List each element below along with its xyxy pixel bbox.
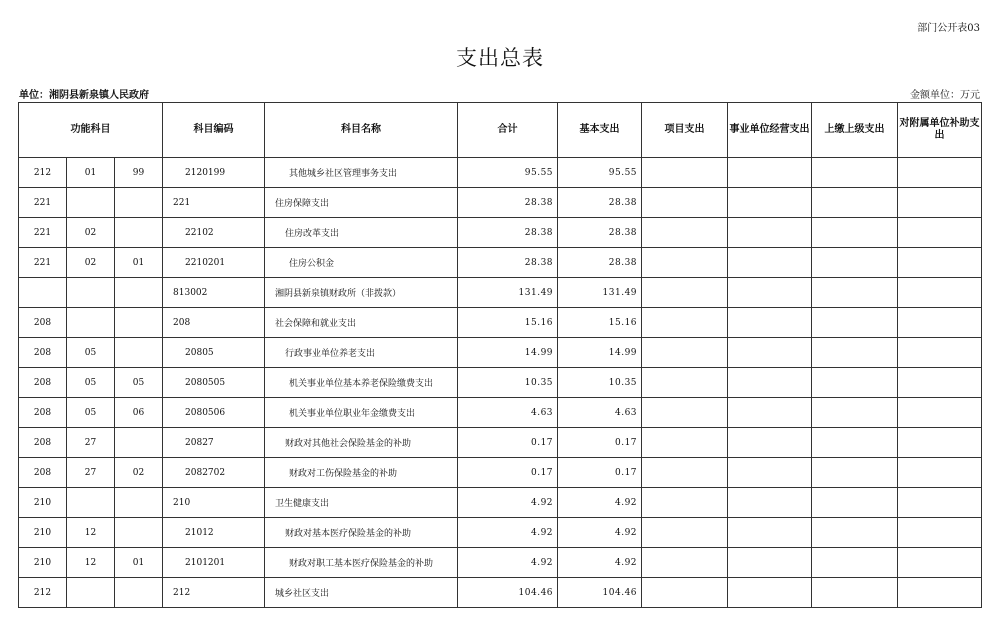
header-subsidy: 对附属单位补助支出 — [898, 103, 982, 158]
func-section-cell: 05 — [67, 368, 115, 398]
header-basic: 基本支出 — [558, 103, 642, 158]
subject-name-cell: 财政对职工基本医疗保险基金的补助 — [265, 548, 458, 578]
unit-label: 单位：湘阴县新泉镇人民政府 — [19, 90, 149, 101]
func-class-cell: 210 — [19, 548, 67, 578]
business-cell — [728, 278, 812, 308]
func-class-cell: 221 — [19, 188, 67, 218]
func-section-cell: 27 — [67, 428, 115, 458]
func-item-cell — [115, 218, 163, 248]
subject-code-cell: 2120199 — [163, 158, 265, 188]
table-row — [19, 578, 982, 608]
header-func-subject: 功能科目 — [19, 103, 163, 158]
basic-cell: 4.92 — [558, 548, 642, 578]
func-item-cell — [115, 428, 163, 458]
func-class-cell: 212 — [19, 158, 67, 188]
project-cell — [642, 308, 728, 338]
upper-cell — [812, 458, 898, 488]
table-row — [19, 458, 982, 488]
subject-name-cell: 住房公积金 — [265, 248, 458, 278]
business-cell — [728, 248, 812, 278]
total-cell: 28.38 — [458, 188, 558, 218]
basic-cell: 10.35 — [558, 368, 642, 398]
project-cell — [642, 248, 728, 278]
subject-name-cell: 机关事业单位职业年金缴费支出 — [265, 398, 458, 428]
upper-cell — [812, 188, 898, 218]
func-item-cell: 99 — [115, 158, 163, 188]
subject-code-cell: 2082702 — [163, 458, 265, 488]
table-row — [19, 188, 982, 218]
form-number: 部门公开表03 — [917, 23, 980, 34]
subject-code-cell: 2210201 — [163, 248, 265, 278]
subsidy-cell — [898, 338, 982, 368]
upper-cell — [812, 308, 898, 338]
business-cell — [728, 518, 812, 548]
project-cell — [642, 158, 728, 188]
upper-cell — [812, 518, 898, 548]
func-class-cell: 212 — [19, 578, 67, 608]
business-cell — [728, 578, 812, 608]
subject-code-cell: 20805 — [163, 338, 265, 368]
subsidy-cell — [898, 398, 982, 428]
table-body — [19, 158, 982, 608]
basic-cell: 15.16 — [558, 308, 642, 338]
func-item-cell — [115, 338, 163, 368]
upper-cell — [812, 578, 898, 608]
project-cell — [642, 368, 728, 398]
func-class-cell: 221 — [19, 248, 67, 278]
subject-code-cell: 2101201 — [163, 548, 265, 578]
project-cell — [642, 218, 728, 248]
func-item-cell — [115, 308, 163, 338]
func-class-cell: 208 — [19, 398, 67, 428]
basic-cell: 0.17 — [558, 428, 642, 458]
func-item-cell: 05 — [115, 368, 163, 398]
func-item-cell: 02 — [115, 458, 163, 488]
project-cell — [642, 338, 728, 368]
subject-code-cell: 2080506 — [163, 398, 265, 428]
project-cell — [642, 578, 728, 608]
subsidy-cell — [898, 188, 982, 218]
subject-name-cell: 卫生健康支出 — [265, 488, 458, 518]
total-cell: 0.17 — [458, 458, 558, 488]
func-section-cell — [67, 488, 115, 518]
subject-code-cell: 813002 — [163, 278, 265, 308]
business-cell — [728, 338, 812, 368]
table-row — [19, 548, 982, 578]
business-cell — [728, 218, 812, 248]
subject-name-cell: 湘阴县新泉镇财政所（非拨款） — [265, 278, 458, 308]
total-cell: 4.92 — [458, 518, 558, 548]
func-item-cell: 01 — [115, 548, 163, 578]
func-class-cell: 208 — [19, 458, 67, 488]
func-class-cell — [19, 278, 67, 308]
business-cell — [728, 428, 812, 458]
total-cell: 4.92 — [458, 548, 558, 578]
subject-code-cell: 221 — [163, 188, 265, 218]
total-cell: 95.55 — [458, 158, 558, 188]
table-row — [19, 368, 982, 398]
table-header-row — [19, 103, 982, 158]
subject-name-cell: 社会保障和就业支出 — [265, 308, 458, 338]
project-cell — [642, 428, 728, 458]
page-title: 支出总表 — [456, 46, 544, 70]
func-item-cell — [115, 518, 163, 548]
total-cell: 28.38 — [458, 248, 558, 278]
upper-cell — [812, 488, 898, 518]
table-row — [19, 488, 982, 518]
func-section-cell — [67, 308, 115, 338]
basic-cell: 131.49 — [558, 278, 642, 308]
basic-cell: 0.17 — [558, 458, 642, 488]
func-class-cell: 208 — [19, 428, 67, 458]
basic-cell: 104.46 — [558, 578, 642, 608]
basic-cell: 28.38 — [558, 218, 642, 248]
total-cell: 0.17 — [458, 428, 558, 458]
subsidy-cell — [898, 518, 982, 548]
upper-cell — [812, 278, 898, 308]
upper-cell — [812, 248, 898, 278]
business-cell — [728, 488, 812, 518]
func-section-cell: 01 — [67, 158, 115, 188]
project-cell — [642, 188, 728, 218]
func-item-cell — [115, 278, 163, 308]
total-cell: 15.16 — [458, 308, 558, 338]
func-section-cell: 05 — [67, 338, 115, 368]
func-section-cell: 05 — [67, 398, 115, 428]
subject-name-cell: 城乡社区支出 — [265, 578, 458, 608]
func-section-cell — [67, 188, 115, 218]
project-cell — [642, 278, 728, 308]
subject-code-cell: 22102 — [163, 218, 265, 248]
header-subject-code: 科目编码 — [163, 103, 265, 158]
subject-code-cell: 208 — [163, 308, 265, 338]
header-total: 合计 — [458, 103, 558, 158]
table-row — [19, 338, 982, 368]
subject-name-cell: 财政对工伤保险基金的补助 — [265, 458, 458, 488]
total-cell: 104.46 — [458, 578, 558, 608]
subject-code-cell: 20827 — [163, 428, 265, 458]
basic-cell: 4.92 — [558, 488, 642, 518]
table-row — [19, 428, 982, 458]
subject-name-cell: 机关事业单位基本养老保险缴费支出 — [265, 368, 458, 398]
subsidy-cell — [898, 548, 982, 578]
subject-code-cell: 2080505 — [163, 368, 265, 398]
func-class-cell: 210 — [19, 518, 67, 548]
basic-cell: 14.99 — [558, 338, 642, 368]
project-cell — [642, 488, 728, 518]
basic-cell: 4.63 — [558, 398, 642, 428]
upper-cell — [812, 398, 898, 428]
subsidy-cell — [898, 308, 982, 338]
func-class-cell: 221 — [19, 218, 67, 248]
business-cell — [728, 398, 812, 428]
total-cell: 10.35 — [458, 368, 558, 398]
subject-code-cell: 212 — [163, 578, 265, 608]
basic-cell: 28.38 — [558, 248, 642, 278]
total-cell: 4.92 — [458, 488, 558, 518]
upper-cell — [812, 548, 898, 578]
subject-name-cell: 财政对其他社会保险基金的补助 — [265, 428, 458, 458]
subject-code-cell: 210 — [163, 488, 265, 518]
func-item-cell — [115, 488, 163, 518]
table-row — [19, 218, 982, 248]
subsidy-cell — [898, 248, 982, 278]
basic-cell: 4.92 — [558, 518, 642, 548]
project-cell — [642, 548, 728, 578]
subsidy-cell — [898, 218, 982, 248]
func-class-cell: 208 — [19, 308, 67, 338]
upper-cell — [812, 368, 898, 398]
table-row — [19, 518, 982, 548]
upper-cell — [812, 158, 898, 188]
func-item-cell — [115, 188, 163, 218]
func-class-cell: 208 — [19, 368, 67, 398]
total-cell: 14.99 — [458, 338, 558, 368]
header-upper: 上缴上级支出 — [812, 103, 898, 158]
subsidy-cell — [898, 158, 982, 188]
func-section-cell: 02 — [67, 248, 115, 278]
func-item-cell: 01 — [115, 248, 163, 278]
subject-name-cell: 财政对基本医疗保险基金的补助 — [265, 518, 458, 548]
business-cell — [728, 458, 812, 488]
subsidy-cell — [898, 428, 982, 458]
func-section-cell: 12 — [67, 548, 115, 578]
total-cell: 4.63 — [458, 398, 558, 428]
total-cell: 28.38 — [458, 218, 558, 248]
amount-unit-label: 金额单位：万元 — [910, 90, 980, 101]
subject-name-cell: 其他城乡社区管理事务支出 — [265, 158, 458, 188]
table-row — [19, 158, 982, 188]
subsidy-cell — [898, 278, 982, 308]
subject-name-cell: 行政事业单位养老支出 — [265, 338, 458, 368]
func-section-cell: 02 — [67, 218, 115, 248]
func-class-cell: 210 — [19, 488, 67, 518]
business-cell — [728, 548, 812, 578]
upper-cell — [812, 338, 898, 368]
func-class-cell: 208 — [19, 338, 67, 368]
subsidy-cell — [898, 458, 982, 488]
header-business: 事业单位经营支出 — [728, 103, 812, 158]
header-project: 项目支出 — [642, 103, 728, 158]
subsidy-cell — [898, 368, 982, 398]
func-item-cell — [115, 578, 163, 608]
project-cell — [642, 458, 728, 488]
func-section-cell — [67, 278, 115, 308]
subject-name-cell: 住房保障支出 — [265, 188, 458, 218]
table-row — [19, 278, 982, 308]
upper-cell — [812, 428, 898, 458]
business-cell — [728, 188, 812, 218]
business-cell — [728, 158, 812, 188]
expenditure-table — [18, 102, 982, 608]
func-section-cell — [67, 578, 115, 608]
subsidy-cell — [898, 578, 982, 608]
subject-name-cell: 住房改革支出 — [265, 218, 458, 248]
basic-cell: 95.55 — [558, 158, 642, 188]
total-cell: 131.49 — [458, 278, 558, 308]
subject-code-cell: 21012 — [163, 518, 265, 548]
project-cell — [642, 518, 728, 548]
table-row — [19, 308, 982, 338]
basic-cell: 28.38 — [558, 188, 642, 218]
header-subject-name: 科目名称 — [265, 103, 458, 158]
business-cell — [728, 368, 812, 398]
func-section-cell: 12 — [67, 518, 115, 548]
business-cell — [728, 308, 812, 338]
table-row — [19, 248, 982, 278]
project-cell — [642, 398, 728, 428]
func-section-cell: 27 — [67, 458, 115, 488]
table-row — [19, 398, 982, 428]
subsidy-cell — [898, 488, 982, 518]
upper-cell — [812, 218, 898, 248]
func-item-cell: 06 — [115, 398, 163, 428]
